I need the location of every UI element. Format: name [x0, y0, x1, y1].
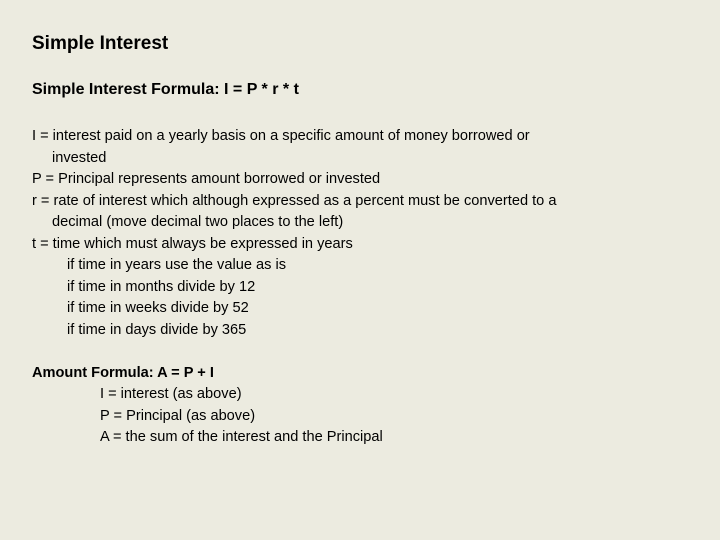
definition-i-line2: invested: [52, 149, 107, 166]
time-rule-days: if time in days divide by 365: [67, 321, 247, 338]
amount-item-interest: I = interest (as above): [100, 386, 242, 402]
time-rule-weeks: if time in weeks divide by 52: [67, 300, 249, 316]
amount-item-principal: P = Principal (as above): [100, 407, 256, 424]
time-rule-months: if time in months divide by 12: [67, 278, 256, 295]
definition-i-line1: I = interest paid on a yearly basis on a specific amount of money borrowed or: [32, 128, 530, 144]
definition-r-line2: decimal (move decimal two places to the left): [52, 214, 344, 230]
definition-r-line1: r = rate of interest which although expressed as a percent must be converted to a: [32, 192, 557, 209]
amount-formula-heading: Amount Formula: A = P + I: [32, 364, 214, 381]
slide-body: [32, 126, 702, 449]
definition-p: P = Principal represents amount borrowed or invested: [32, 171, 381, 187]
spacer: [32, 341, 702, 363]
amount-item-sum: A = the sum of the interest and the Principal: [100, 429, 383, 445]
slide-title: Simple Interest: [32, 33, 169, 54]
definition-t: t = time which must always be expressed in years: [32, 235, 353, 252]
time-rule-years: if time in years use the value as is: [67, 257, 287, 273]
formula-heading: Simple Interest Formula: I = P * r * t: [32, 81, 299, 98]
